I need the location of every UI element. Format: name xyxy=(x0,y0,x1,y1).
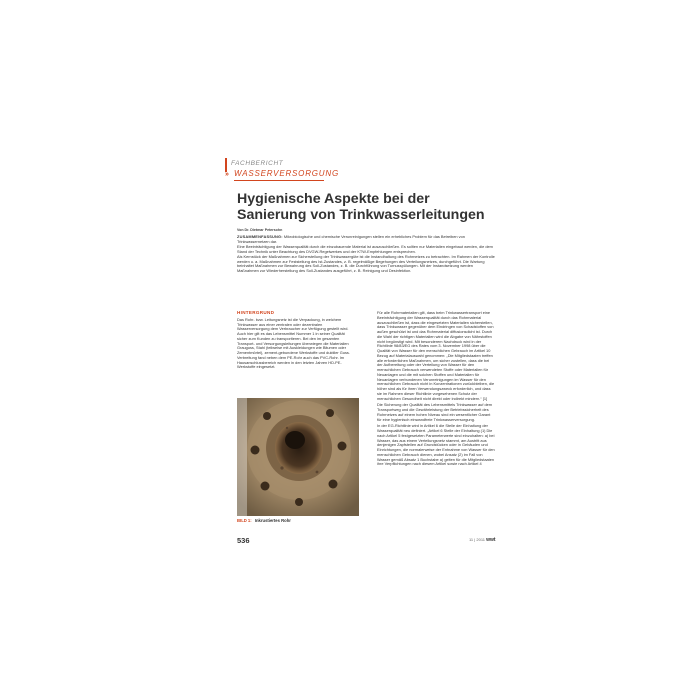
magazine-page xyxy=(205,150,500,550)
rubric-underline xyxy=(234,180,324,181)
pipe-flange-image xyxy=(237,398,359,516)
page-number: 536 xyxy=(237,536,250,545)
section-rubric xyxy=(225,158,339,188)
abstract-paragraph-2: Eine Beeinträchtigung der Wasserqualität durch die einzubauende Material ist auszuschließen. Es sollten nur Materialien eingebaut werden, die dem Stand der Technik unter Beachtung des DVGW-Regelwerkes und der KTW-Empfehlungen entsprechen. xyxy=(237,243,493,254)
article-author: Von Dr. Dietmar Petersohn xyxy=(237,228,283,232)
figure-caption xyxy=(237,518,291,523)
section-heading: HINTERGRUND xyxy=(237,310,275,315)
article-title: Hygienische Aspekte bei der Sanierung von Trinkwasserleitungen xyxy=(237,191,485,223)
abstract-paragraph-3: Als Kernstück der Maßnahmen zur Sicherstellung der Trinkwassergüte ist die Instandhaltung des Rohrnetzes zu betrachten. Im Rahmen der Kontrolle werden u. a. Maßnahmen zur Feststellung des Ist-Zustandes, z. B. regelmäßige Begehungen des Verteilungsnetzes, durchgeführt. Die Wartung beinhaltet Maßnahmen zur Bewahrung des Soll-Zustandes, z. B. die Durchführung von Turnusspülungen. Mit der Instandsetzung werden Maßnahmen zur Wiederherstellung des Soll-Zustandes ausgeführt, z. B. Reinigung und Desinfektion. xyxy=(237,253,495,274)
figure-caption-text: Inkrustiertes Rohr xyxy=(254,518,291,523)
left-column-paragraph: Das Rohr- bzw. Leitungsnetz ist die Verpackung, in welchem Trinkwasser aus einer zentralen oder dezentralen Wasserversorgung dem Verbraucher zur Verfügung gestellt wird. Auch hier gilt es das Lebensmittel Nummer 1 in seiner Qualität sicher zum Kunden zu transportieren. Bei den im gesamten Transport- und Versorgungsleitungen überwiegen die Materialien Grauguss, Stahl (teilweise mit Auskleidungen wie Bitumen oder Zementmörtel), zement-gebundene Werkstoffe und duktiler Guss. Verbreitung fand neben dem PE-Rohr auch das PVC-Rohr. Im Hausanschlussbereich werden in den letzten Jahren HD-PE-Werkstoffe eingesetzt. xyxy=(237,316,350,370)
rubric-category: FACHBERICHT xyxy=(231,160,284,167)
rubric-subcategory: WASSERVERSORGUNG xyxy=(234,169,339,178)
left-column xyxy=(237,311,355,372)
rubric-bar xyxy=(225,158,227,172)
right-column-paragraph-2: Die Sicherung der Qualität des Lebensmittels Trinkwasser auf dem Transportweg und die Gewährleistung der Betriebssicherheit des Rohrnetzes auf einem hohen Niveau sind ein wesentlicher Garant für eine hygienisch einwandfreie Trinkwasserversorgung. xyxy=(377,402,493,422)
right-column xyxy=(377,311,495,469)
right-column-paragraph-3: In der EG-Richtlinie wird in Artikel 6 die Stelle der Einhaltung der Wasserqualität neu definiert. „Artikel 6 Stelle der Einhaltung (1) Die nach Artikel 5 festgesetzten Parameterwerte sind einzuhalten: a) bei Wasser, das aus einem Verteilungsnetz stammt, am Austritt aus denjenigen Zapfstellen auf Grundstücken oder in Gebäuden und Einrichtungen, die normalerweise der Entnahme von Wasser für den menschlichen Gebrauch dienen, wobei Ansatz (2) im Fall von Wasser gemäß Absatz 1 Buchstabe a) gelten für die Mitgliedstaaten ihre Verpflichtungen nach diesem Artikel sowie nach Artikel 4 xyxy=(377,423,495,467)
magazine-brand: wwt xyxy=(486,537,496,543)
issue-date: 11 | 2011 xyxy=(469,537,486,542)
pipe-photo xyxy=(237,398,359,516)
rubric-arrow-icon: » xyxy=(225,171,229,178)
figure-number: BILD 1: xyxy=(237,518,252,523)
abstract-text-1: Mikrobiologische und chemische Verunreinigungen stellen ein erhebliches Problem für das Betreiben von Trinkwassernetzen dar. xyxy=(237,234,465,244)
right-column-paragraph-1: Für alle Rohrmaterialien gilt, dass beim Trinkwassertransport eine Beeinträchtigung der Wasserqualität durch das Rohrmaterial auszuschließen ist, dass die eingesetzten Materialien sicherstellen, dass Trinkwasser gegenüber dem Eindringen von Schadstoffen von außen geschützt ist und das Rohrmaterial diffusionsdicht ist. Durch die Wahl der richtigen Materialien wird die Abgabe von Nährstoffen nicht begünstigt wird. Mit besonderem Nachdruck wird in der Richtlinie 98/83/EG des Rates vom 3. November 1998 über die Qualität von Wasser für den menschlichen Gebrauch im Artikel 10 Bezug auf Materialauswahl genommen: „Die Mitgliedstaaten treffen alle erforderlichen Maßnahmen, um sicher zustellen, dass die bei der Aufbereitung oder der Verteilung von Wasser für den menschlichen Gebrauch verwendeten Stoffe oder Materialien für Neuanlagen und die mit solchen Stoffen und Materialien für Neuanlagen verbundenen Verunreinigungen im Wasser für den menschlichen Gebrauch nicht in Konzentrationen zurückbleiben, die höher sind als für ihren Verwendungszweck erforderlich, und dass sie im Rahmen dieser Richtlinie vorgesehenen Schutz der menschlichen Gesundheit nicht direkt oder indirekt mindern.“ [1] xyxy=(377,310,495,401)
article-abstract xyxy=(237,235,495,274)
footer-issue xyxy=(469,537,496,543)
abstract-label: ZUSAMMENFASSUNG: xyxy=(237,234,283,239)
